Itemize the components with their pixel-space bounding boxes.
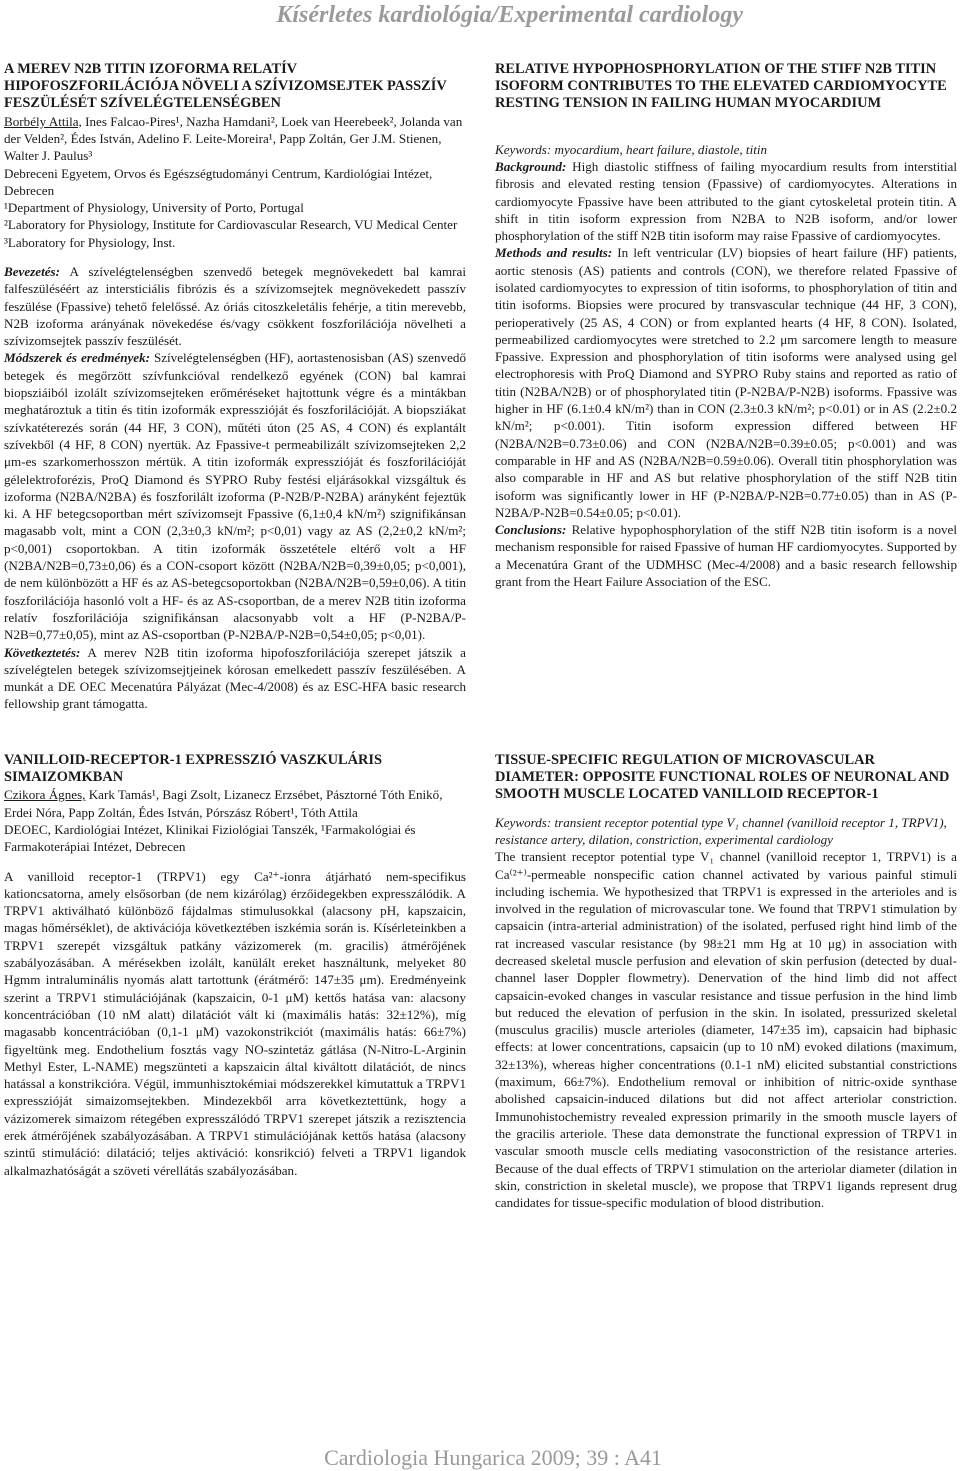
- abstract-4-keywords: Keywords: transient receptor potential type V₁ channel (vanilloid receptor 1, TRPV1), resistance artery, dilation, constriction, experimental cardiology: [495, 814, 947, 847]
- intro-text: A szívelégtelenségben szenvedő betegek megnövekedett bal kamrai falfeszüléséért az intersticiális fibrózis és a szívizomsejtek megnövekedett passzív feszülése (Fpassive) tehető felelőssé. Az óriás citoszkeletális fehérje, a titin merevebb, N2B izoforma arányának növekedése és/vagy csökkent foszforilációja növelheti a szívizomsejtek passzív feszülését.: [4, 263, 466, 349]
- abstract-1-affiliation: ²Laboratory for Physiology, Institute for Cardiovascular Research, VU Medical Center: [4, 217, 458, 233]
- methods-label: Módszerek és eredmények:: [4, 350, 151, 366]
- presenting-author: Czikora Ágnes,: [4, 787, 86, 803]
- abstract-2-title: RELATIVE HYPOPHOSPHORYLATION OF THE STIFF N2B TITIN ISOFORM CONTRIBUTES TO THE ELEVATED CARDIOMYOCYTE RESTING TENSION IN FAILING HUMAN MYOCARDIUM: [495, 61, 947, 112]
- methods-text: In left ventricular (LV) biopsies of heart failure (HF) patients, aortic stenosis (AS) patients and controls (CON), we therefore related Fpassive of isolated cardiomyocytes to expression of titin isoforms, to phosphorylation of titin and titin isoforms. Biopsies were procured by transvascular technique (44 HF, 3 CON), perioperatively (25 AS, 4 CON) or from explanted hearts (4 HF, 8 CON). Isolated, permeabilized cardiomyocytes were stretched to 2.2 μm sarcomere length to measure Fpassive. Expression and phosphorylation of titin isoforms were analysed using gel electrophoresis with ProQ Diamond and SYPRO Ruby stains and reported as ratio of titin (N2BA/N2B) or of phosphorylated titin (P-N2BA/P-N2B) isoforms. Fpassive was higher in HF (6.1±0.4 kN/m²) than in CON (2.3±0.3 kN/m²; p<0.01) or in AS (2.2±0.2 kN/m²; p<0.001). Titin isoform expression differed between HF (N2BA/N2B=0.73±0.06) and CON (N2BA/N2B=0.39±0.05; p<0.001) and was comparable in HF and AS (N2BA/N2B=0.59±0.06). Overall titin phosphorylation was also comparable in HF and AS but relative phosphorylation of the stiff N2B titin isoform was significantly lower in HF (P-N2BA/P-N2B=0.77±0.05) than in AS (P-N2BA/P-N2B=0.54±0.05; p<0.01).: [495, 245, 957, 520]
- conclusion-paragraph: [495, 521, 957, 590]
- page-footer: Cardiologia Hungarica 2009; 39 : A41: [324, 1445, 662, 1470]
- conclusion-label: Conclusions:: [495, 522, 567, 538]
- conclusion-paragraph: [4, 644, 466, 713]
- background-paragraph: [495, 158, 957, 244]
- abstract-1-authors: [4, 113, 466, 165]
- abstract-3-authors: [4, 786, 466, 821]
- running-header: Kísérletes kardiológia/Experimental cardiology: [276, 2, 743, 28]
- conclusion-text: Relative hypophosphorylation of the stiff N2B titin isoform is a novel mechanism responsible for raised Fpassive of human HF cardiomyocytes. Supported by a Mecenatúra Grant of the UDMHSC (Mec-4/2008) and a basic research fellowship grant from the Heart Failure Association of the ESC.: [495, 522, 957, 590]
- intro-paragraph: [4, 263, 466, 349]
- abstract-1-affiliation: Debreceni Egyetem, Orvos és Egészségtudományi Centrum, Kardiológiai Intézet, Debrecen: [4, 165, 433, 198]
- background-text: High diastolic stiffness of failing myocardium results from interstitial fibrosis and elevated resting tension (Fpassive) of cardiomyocytes. Alterations in cardiomyocyte Fpassive have been attributed to the giant cytoskeletal protein titin. A shift in titin isoform expression from N2BA to N2B isoform, and/or lower phosphorylation of the stiff N2B titin isoform may raise Fpassive of cardiomyocytes.: [495, 158, 957, 244]
- methods-paragraph: [495, 244, 957, 521]
- conclusion-text: A merev N2B titin izoforma hipofoszforilációja szerepet játszik a szívelégtelen betegek szívizomsejtjeinek kórosan emelkedett passzív feszülésében. A munkát a DE OEC Mecenatúra Pályázat (Mec-4/2008) és az ESC-HFA basic research fellowship grant támogatta.: [4, 644, 466, 712]
- abstract-3-affiliation: DEOEC, Kardiológiai Intézet, Klinikai Fiziológiai Tanszék, ¹Farmakológiai és Farmakoterápiai Intézet, Debrecen: [4, 822, 416, 855]
- abstract-3: [4, 752, 466, 1179]
- abstract-3-body: A vanilloid receptor-1 (TRPV1) egy Ca²⁺-ionra átjárható nem-specifikus kationcsatorna, amely elsősorban (de nem kizárólag) érzőidegekben expresszálódik. A TRPV1 aktiválható különböző fájdalmas stimulusokkal (alacsony pH, kapszaicin, magas hőmérséklet), de aktivációja következtében iszkémia során is. Kísérleteinkben a TRPV1 szerepét vizsgáltuk patkány vázizomerek (m. gracilis) átmérőjének szabályozásában. A mérésekben izolált, kanülált ereket használtunk, melyeket 80 Hgmm intraluminális nyomás alatt tartottunk (érátmérő: 147±35 μm). Eredményeink szerint a TRPV1 stimulációjának (kapszaicin, 0-1 μM) kettős hatása van: alacsony koncentrációban (10 nM alatt) dilatációt vált ki (maximális hatás: 32±12%), míg magasabb koncentrációban (0,1-1 μM) vazokonstrikciót (maximális hatás: 66±7%) figyeltünk meg. Endothelium fosztás vagy NO-szintetáz gátlása (N-Nitro-L-Arginin Methyl Ester, L-NAME) megszünteti a kapszaicin által kiváltott dilatációt, de nincs hatással a konstrikcióra. Végül, immunhisztokémiai módszerekkel kimutattuk a TRPV1 expresszióját simaizomsejtekben. Mindezekből arra következtettünk, hogy a vázizomerek simaizom rétegében expresszálódó TRPV1 szerepet játszik a rezisztencia erek átmérőjének szabályozásában. A TRPV1 stimulációjának kettős hatása (alacsony szintű stimuláció: dilatáció; teljes aktiváció: konsrikció) felveti a TRPV1 ligandok alkalmazhatóságát a szöveti vérellátás szabályozásában.: [4, 868, 466, 1178]
- abstract-1-title: A MEREV N2B TITIN IZOFORMA RELATÍV HIPOFOSZFORILÁCIÓJA NÖVELI A SZÍVIZOMSEJTEK PASSZÍV FESZÜLÉSÉT SZÍVELÉGTELENSÉGBEN: [4, 61, 447, 112]
- abstract-2: [495, 61, 957, 590]
- methods-text: Szívelégtelenségben (HF), aortastenosisban (AS) szenvedő betegek és megőrzött szívfunkcióval rendelkező egyének (CON) bal kamrai biopsziáiból izolált szívizomsejteken erőméréseket hajtottunk végre és a mintákban meghatároztuk a titin és titin izoformák expresszióját és foszforilációját. A biopsziákat szívkatéterezés során (44 HF, 3 CON), műtéti úton (25 AS, 4 CON) és explantált szívekből (4 HF, 8 CON) nyertük. Az Fpassive-t permeabilizált szívizomsejteken 2,2 μm-es szarkomerhosszon mértük. A titin izoformák expresszióját és foszforilációját gélelektroforézis, ProQ Diamond és SYPRO Ruby festési eljárásokkal vizsgáltuk és izoforma (N2BA/N2BA) és foszforilált izoforma (P-N2B/P-N2BA) arányként fejeztük ki. A HF betegcsoportban mért szívizomsejt Fpassive (6,1±0,4 kN/m²) szignifikánsan magasabb volt, mint a CON (2,3±0,3 kN/m²; p<0,01) vagy az AS (2,2±0,2 kN/m²; p<0,001) csoportokban. A titin izoformák összetétele eltérő volt a HF (N2BA/N2B=0,73±0,06) és a CON-csoport között (N2BA/N2B=0,39±0,05; p<0,001), de nem különbözött a HF és az AS-betegcsoportokban (N2BA/N2B=0,59±0,06). A titin foszforilációja hasonló volt a HF- és az AS-csoportban, de a merev N2B titin izoforma relatív foszforilációja szignifikánsan alacsonyabb volt a HF (P-N2BA/P-N2B=0,77±0,05), mint az AS-csoportban (P-N2BA/P-N2B=0,54±0,05; p<0,01).: [4, 350, 466, 643]
- intro-label: Bevezetés:: [4, 263, 60, 279]
- abstract-1-affiliation: ³Laboratory for Physiology, Inst.: [4, 234, 176, 250]
- background-label: Background:: [495, 158, 567, 174]
- conclusion-label: Következtetés:: [4, 644, 81, 660]
- methods-label: Methods and results:: [495, 245, 613, 261]
- abstract-4: [495, 752, 957, 1211]
- methods-paragraph: [4, 349, 466, 643]
- abstract-4-title: TISSUE-SPECIFIC REGULATION OF MICROVASCULAR DIAMETER: OPPOSITE FUNCTIONAL ROLES OF NEURONAL AND SMOOTH MUSCLE LOCATED VANILLOID RECEPTOR-1: [495, 752, 950, 803]
- abstract-1: [4, 61, 466, 713]
- co-authors: Ines Falcao-Pires¹, Nazha Hamdani², Loek van Heerebeek², Jolanda van der Velden², Édes István, Adelino F. Leite-Moreira¹, Papp Zoltán, Ger J.M. Stienen, Walter J. Paulus³: [4, 113, 463, 164]
- abstract-1-affiliation: ¹Department of Physiology, University of Porto, Portugal: [4, 200, 304, 216]
- abstract-4-body: The transient receptor potential type V₁ channel (vanilloid receptor 1, TRPV1) is a Ca⁽²⁺⁾-permeable nonspecific cation channel activated by various painful stimuli including ischemia. We hypothesized that TRPV1 is expressed in the arterioles and is involved in the regulation of microvascular tone. We found that TRPV1 stimulation by capsaicin (intra-arterial administration) of the isolated, perfused right hind limb of the rat increased vascular resistance (by 98±21 mm Hg at 10 μg) in association with decreased skeletal muscle perfusion and elevation of skin perfusion (detected by dual-channel laser Doppler flowmetry). Denervation of the hind limb did not affect capsaicin-evoked changes in vascular resistance and tissue perfusion in the hind limb but reduced the elevation of perfusion in the skin. In isolated, pressurized skeletal (musculus gracilis) muscle arterioles (diameter, 147±35 ìm), capsaicin had biphasic effects: at lower concentrations, capsaicin (up to 10 nM) evoked dilations (maximum, 32±13%), whereas higher concentrations (0.1-1 nM) elicited substantial constrictions (maximum, 66±7%). Endothelium removal or inhibition of nitric-oxide synthase abolished capsaicin-induced dilations but did not affect arteriolar constriction. Immunohistochemistry revealed expression primarily in the smooth muscle layers of the gracilis arteriole. These data demonstrate the functional expression of TRPV1 in vascular smooth muscle cells mediating vasoconstriction of the resistance arteries. Because of the dual effects of TRPV1 stimulation on the arteriolar diameter (dilation in skin, constriction in skeletal muscle), we propose that TRPV1 ligands represent drug candidates for tissue-specific modulation of blood distribution.: [495, 849, 957, 1211]
- presenting-author: Borbély Attila,: [4, 113, 82, 129]
- co-authors: Kark Tamás¹, Bagi Zsolt, Lizanecz Erzsébet, Pásztorné Tóth Enikő, Erdei Nóra, Papp Zoltán, Édes István, Pórszász Róbert¹, Tóth Attila: [4, 787, 443, 820]
- abstract-2-keywords: Keywords: myocardium, heart failure, diastole, titin: [495, 141, 768, 157]
- abstract-3-title: VANILLOID-RECEPTOR-1 EXPRESSZIÓ VASZKULÁRIS SIMAIZOMKBAN: [4, 752, 382, 786]
